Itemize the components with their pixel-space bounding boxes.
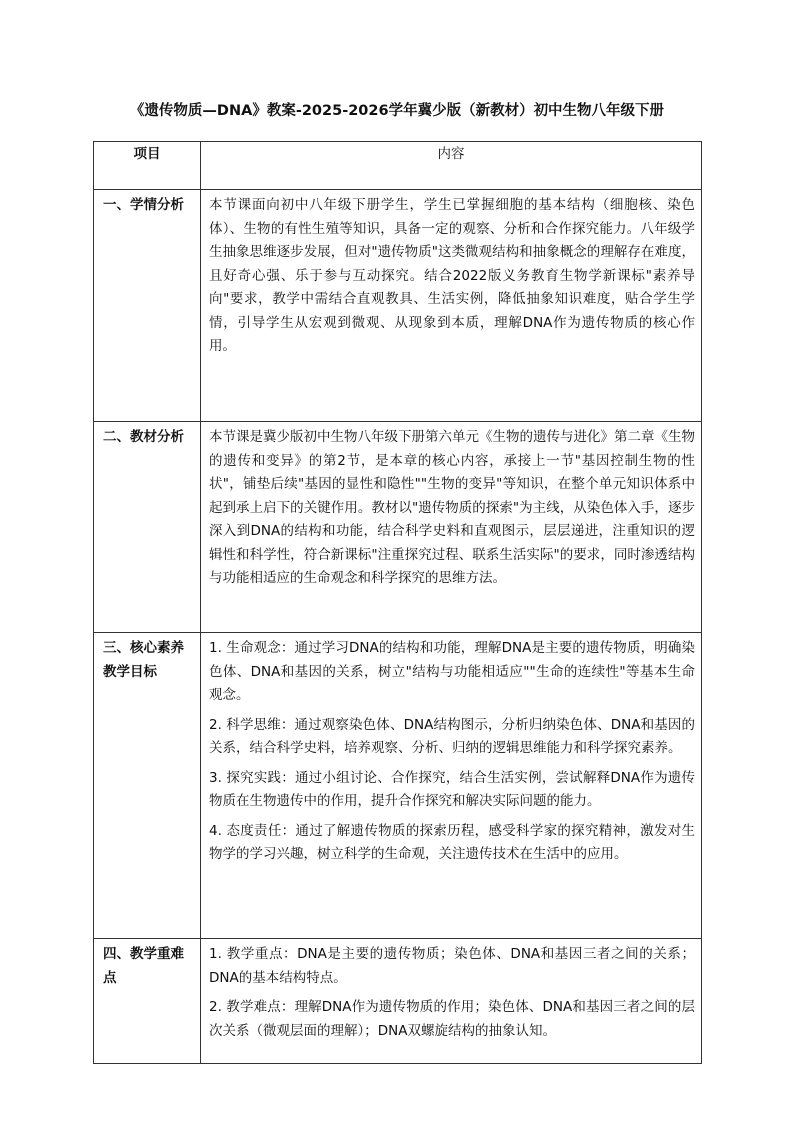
paragraph: 2. 科学思维：通过观察染色体、DNA结构图示，分析归纳染色体、DNA和基因的关系，结合科学史料，培养观察、分析、归纳的逻辑思维能力和科学探究素养。 [209,716,695,756]
paragraph: 1. 生命观念：通过学习DNA的结构和功能，理解DNA是主要的遗传物质，明确染色体、DNA和基因的关系，树立"结构与功能相适应""生命的连续性"等基本生命观念。 [209,640,695,703]
lesson-plan-table [93,141,702,1064]
header-item: 项目 [94,142,201,190]
paragraph: 3. 探究实践：通过小组讨论、合作探究，结合生活实例，尝试解释DNA作为遗传物质在生物遗传中的作用，提升合作探究和解决实际问题的能力。 [209,769,695,809]
row-content-textbook-analysis [201,422,702,633]
paragraph: 2. 教学难点：理解DNA作为遗传物质的作用；染色体、DNA和基因三者之间的层次关系（微观层面的理解）；DNA双螺旋结构的抽象认知。 [209,999,695,1039]
table-row-textbook-analysis [94,422,702,633]
row-content-core-competency-goals [201,633,702,939]
paragraph: 本节课是冀少版初中生物八年级下册第六单元《生物的遗传与进化》第二章《生物的遗传和变异》的第2节，是本章的核心内容，承接上一节"基因控制生物的性状"，铺垫后续"基因的显性和隐性""生物的变异"等知识，在整个单元知识体系中起到承上启下的关键作用。教材以"遗传物质的探索"为主线，从染色体入手，逐步深入到DNA的结构和功能，结合科学史料和直观图示，层层递进，注重知识的逻辑性和科学性，符合新课标"注重探究过程、联系生活实际"的要求，同时渗透结构与功能相适应的生命观念和科学探究的思维方法。 [209,429,695,586]
table-header-row [94,142,702,190]
table-row-core-competency-goals [94,633,702,939]
row-label-textbook-analysis: 二、教材分析 [94,422,201,633]
row-content-learner-analysis [201,190,702,422]
paragraph: 4. 态度责任：通过了解遗传物质的探索历程，感受科学家的探究精神，激发对生物学的学习兴趣，树立科学的生命观，关注遗传技术在生活中的应用。 [209,822,695,862]
document-title: 《遗传物质—DNA》教案-2025-2026学年冀少版（新教材）初中生物八年级下册 [129,103,665,119]
header-content: 内容 [201,142,702,190]
row-label-learner-analysis: 一、学情分析 [94,190,201,422]
row-content-key-difficult-points [201,939,702,1064]
table-row-key-difficult-points [94,939,702,1064]
row-label-core-competency-goals: 三、核心素养教学目标 [94,633,201,939]
paragraph: 本节课面向初中八年级下册学生，学生已掌握细胞的基本结构（细胞核、染色体）、生物的有性生殖等知识，具备一定的观察、分析和合作探究能力。八年级学生抽象思维逐步发展，但对"遗传物质"这类微观结构和抽象概念的理解存在难度，且好奇心强、乐于参与互动探究。结合2022版义务教育生物学新课标"素养导向"要求，教学中需结合直观教具、生活实例，降低抽象知识难度，贴合学生学情，引导学生从宏观到微观、从现象到本质，理解DNA作为遗传物质的核心作用。 [209,197,695,354]
row-label-key-difficult-points: 四、教学重难点 [94,939,201,1064]
table-row-learner-analysis [94,190,702,422]
paragraph: 1. 教学重点：DNA是主要的遗传物质；染色体、DNA和基因三者之间的关系；DNA的基本结构特点。 [209,946,695,986]
